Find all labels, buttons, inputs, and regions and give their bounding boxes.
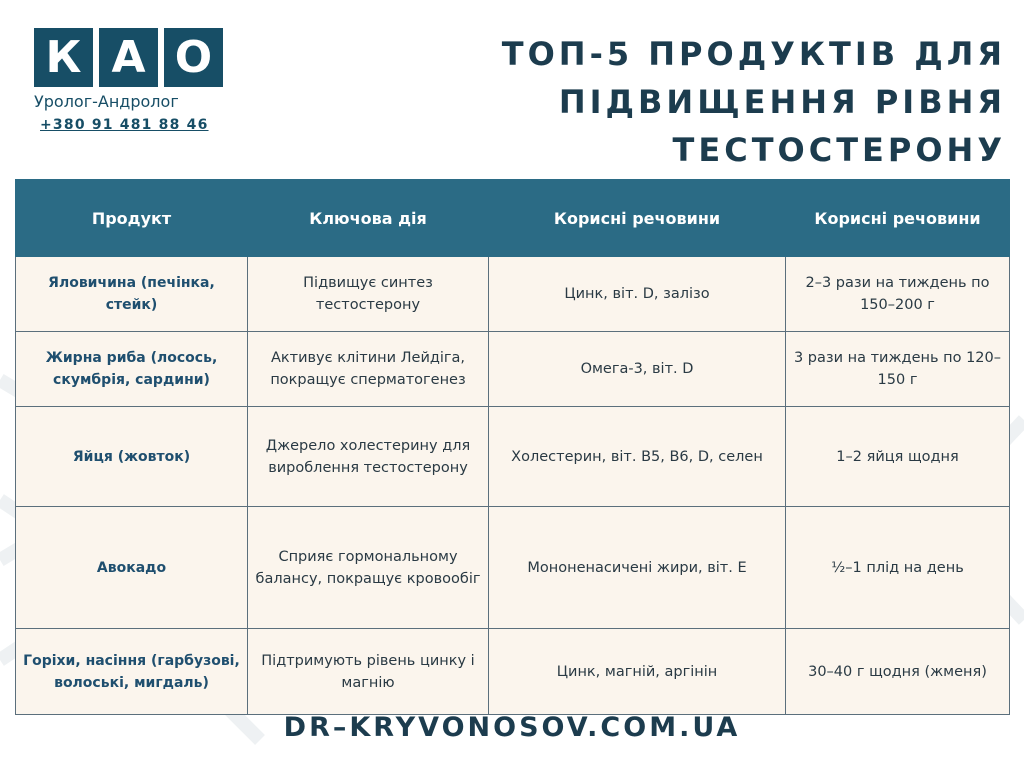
table-cell: Джерело холестерину для вироблення тестостерону bbox=[248, 407, 489, 507]
logo-letters bbox=[34, 28, 224, 87]
table-cell: 3 рази на тиждень по 120–150 г bbox=[786, 332, 1010, 407]
table-cell: Сприяє гормональному балансу, покращує кровообіг bbox=[248, 507, 489, 629]
table-cell: Підтримують рівень цинку і магнію bbox=[248, 629, 489, 715]
phone-link[interactable]: +380 91 481 88 46 bbox=[40, 117, 209, 133]
table-cell: Цинк, віт. D, залізо bbox=[489, 257, 786, 332]
title-line: ТОП-5 ПРОДУКТІВ ДЛЯ bbox=[501, 35, 1006, 73]
table-cell: Мононенасичені жири, віт. E bbox=[489, 507, 786, 629]
table-cell-product: Горіхи, насіння (гарбузові, волоські, мигдаль) bbox=[16, 629, 248, 715]
table-cell: Цинк, магній, аргінін bbox=[489, 629, 786, 715]
table-cell-product: Авокадо bbox=[16, 507, 248, 629]
logo-letter: О bbox=[164, 28, 223, 87]
column-header: Продукт bbox=[16, 180, 248, 257]
table-cell-product: Яйця (жовток) bbox=[16, 407, 248, 507]
brand-logo bbox=[34, 28, 224, 133]
table-cell-product: Жирна риба (лосось, скумбрія, сардини) bbox=[16, 332, 248, 407]
table-header-row bbox=[16, 180, 1010, 257]
products-table bbox=[15, 179, 1010, 715]
table-row bbox=[16, 629, 1010, 715]
table-cell: Омега-3, віт. D bbox=[489, 332, 786, 407]
table-row bbox=[16, 332, 1010, 407]
column-header: Корисні речовини bbox=[489, 180, 786, 257]
logo-subtitle: Уролог-Андролог bbox=[34, 92, 179, 111]
table-cell: Підвищує синтез тестостерону bbox=[248, 257, 489, 332]
table-row bbox=[16, 407, 1010, 507]
table-cell: 30–40 г щодня (жменя) bbox=[786, 629, 1010, 715]
table-cell: ½–1 плід на день bbox=[786, 507, 1010, 629]
table-cell: Холестерин, віт. B5, B6, D, селен bbox=[489, 407, 786, 507]
table-cell: Активує клітини Лейдіга, покращує сперматогенез bbox=[248, 332, 489, 407]
table-row bbox=[16, 507, 1010, 629]
table-cell: 2–3 рази на тиждень по 150–200 г bbox=[786, 257, 1010, 332]
website-link[interactable]: DR–KRYVONOSOV.COM.UA bbox=[283, 712, 741, 743]
logo-letter: К bbox=[34, 28, 93, 87]
page-title bbox=[446, 30, 1006, 174]
table-cell-product: Яловичина (печінка, стейк) bbox=[16, 257, 248, 332]
column-header: Корисні речовини bbox=[786, 180, 1010, 257]
column-header: Ключова дія bbox=[248, 180, 489, 257]
table-cell: 1–2 яйця щодня bbox=[786, 407, 1010, 507]
title-line: ТЕСТОСТЕРОНУ bbox=[672, 131, 1006, 169]
table-row bbox=[16, 257, 1010, 332]
logo-letter: А bbox=[99, 28, 158, 87]
title-line: ПІДВИЩЕННЯ РІВНЯ bbox=[558, 83, 1006, 121]
